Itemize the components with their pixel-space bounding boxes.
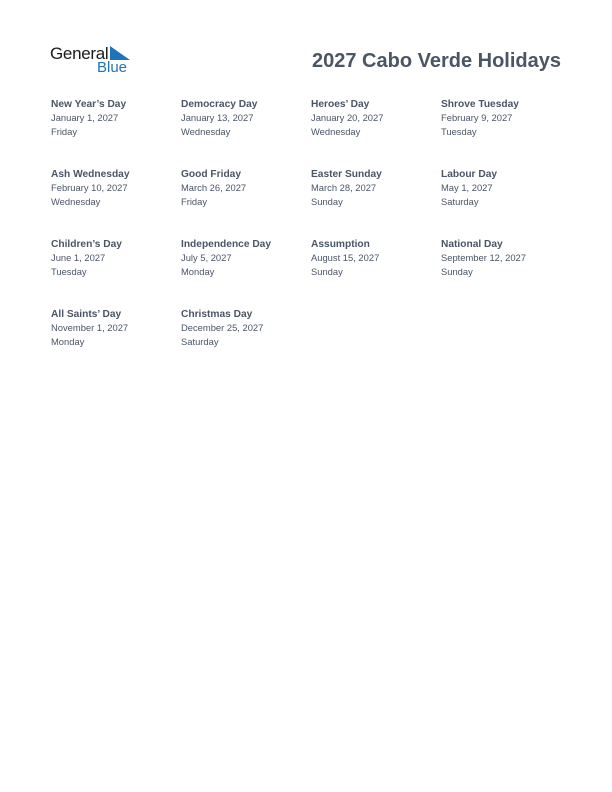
- holiday-name: Christmas Day: [181, 309, 253, 320]
- holiday-item: [441, 238, 566, 279]
- holiday-date: February 10, 2027: [51, 182, 128, 193]
- holiday-date: November 1, 2027: [51, 322, 129, 333]
- holiday-name: Good Friday: [181, 169, 241, 180]
- holiday-date: January 13, 2027: [181, 112, 254, 123]
- brand-word-blue: Blue: [97, 59, 128, 76]
- holiday-name: Shrove Tuesday: [441, 99, 519, 110]
- holiday-date: January 20, 2027: [311, 112, 384, 123]
- holiday-name: Labour Day: [441, 169, 498, 180]
- holiday-name: New Year’s Day: [51, 99, 127, 110]
- holiday-weekday: Friday: [181, 195, 208, 207]
- holiday-name: Independence Day: [181, 239, 272, 250]
- holiday-weekday: Sunday: [311, 195, 343, 207]
- holiday-item: [181, 308, 306, 349]
- holiday-date: December 25, 2027: [181, 322, 264, 333]
- holiday-name: Heroes’ Day: [311, 99, 370, 110]
- holiday-weekday: Saturday: [181, 335, 219, 347]
- holiday-item: [51, 238, 176, 279]
- holiday-date: February 9, 2027: [441, 112, 513, 123]
- holiday-weekday: Wednesday: [51, 195, 101, 207]
- holiday-weekday: Monday: [181, 265, 215, 277]
- holiday-date: August 15, 2027: [311, 252, 380, 263]
- holiday-name: All Saints’ Day: [51, 309, 122, 320]
- brand-flag-icon: [110, 46, 130, 60]
- holiday-date: June 1, 2027: [51, 252, 106, 263]
- holiday-item: [441, 168, 566, 209]
- holiday-item: [441, 98, 566, 139]
- holiday-name: National Day: [441, 239, 503, 250]
- holiday-date: March 26, 2027: [181, 182, 247, 193]
- holiday-weekday: Sunday: [311, 265, 343, 277]
- holiday-weekday: Monday: [51, 335, 85, 347]
- holiday-weekday: Friday: [51, 125, 78, 137]
- holiday-date: January 1, 2027: [51, 112, 119, 123]
- holiday-weekday: Wednesday: [181, 125, 231, 137]
- holiday-item: [311, 238, 436, 279]
- holiday-date: March 28, 2027: [311, 182, 377, 193]
- holiday-item: [181, 238, 306, 279]
- holiday-item: [311, 168, 436, 209]
- brand-word-general: General: [50, 44, 109, 63]
- holiday-item: [51, 308, 176, 349]
- brand-logo: [50, 44, 140, 78]
- holiday-name: Assumption: [311, 239, 370, 250]
- holiday-item: [181, 98, 306, 139]
- holiday-item: [51, 168, 176, 209]
- holiday-name: Easter Sunday: [311, 169, 382, 180]
- holiday-date: July 5, 2027: [181, 252, 232, 263]
- holiday-date: May 1, 2027: [441, 182, 493, 193]
- holiday-item: [51, 98, 176, 139]
- holiday-weekday: Tuesday: [441, 125, 477, 137]
- page-title: 2027 Cabo Verde Holidays: [311, 50, 561, 72]
- holiday-name: Children’s Day: [51, 239, 122, 250]
- holiday-name: Democracy Day: [181, 99, 258, 110]
- holiday-weekday: Tuesday: [51, 265, 87, 277]
- holiday-weekday: Sunday: [441, 265, 473, 277]
- holiday-item: [311, 98, 436, 139]
- holiday-item: [181, 168, 306, 209]
- holiday-weekday: Saturday: [441, 195, 479, 207]
- holiday-name: Ash Wednesday: [51, 169, 130, 180]
- holiday-date: September 12, 2027: [441, 252, 526, 263]
- holiday-weekday: Wednesday: [311, 125, 361, 137]
